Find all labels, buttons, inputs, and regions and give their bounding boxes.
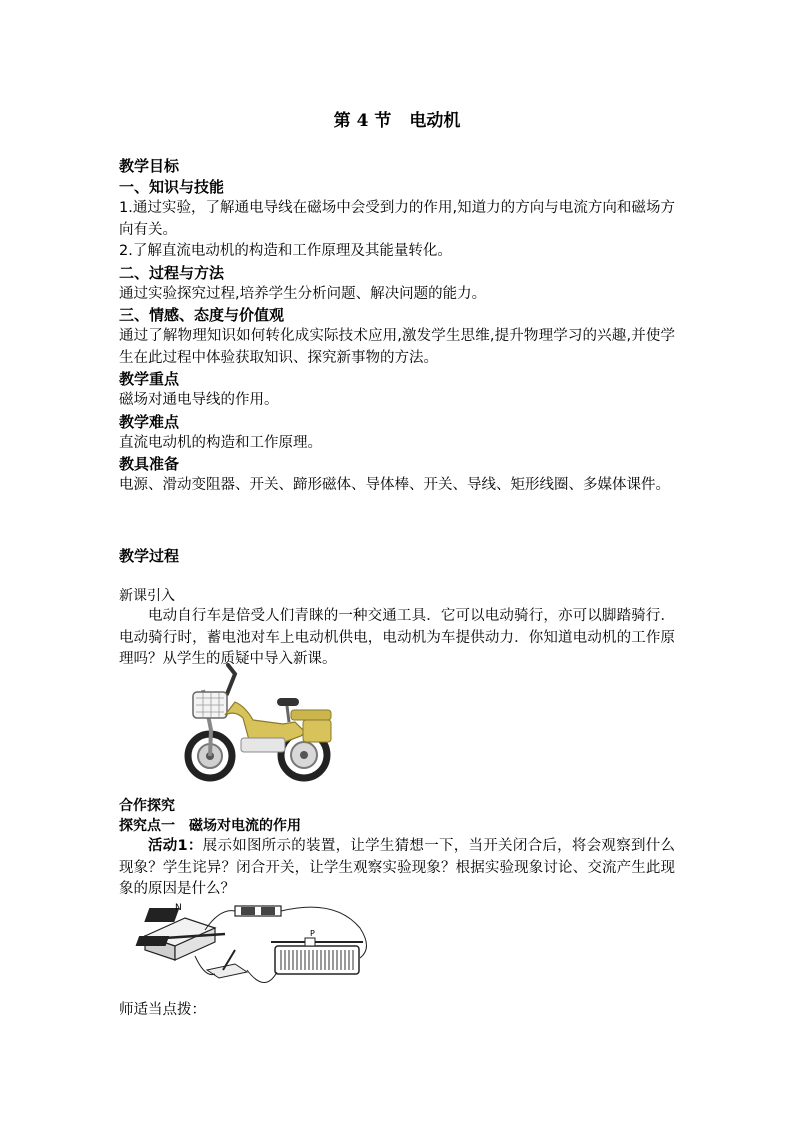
process-heading-block (119, 546, 675, 567)
bike-seat (277, 698, 299, 706)
rheostat-p-label: P (310, 929, 315, 938)
circuit-diagram (135, 898, 375, 998)
section-number: 第 4 节 (333, 111, 392, 131)
key-point-heading: 教学重点 (119, 370, 180, 388)
method-item: 通过实验探究过程,培养学生分析问题、解决问题的能力。 (119, 285, 487, 302)
difficulty-text: 直流电动机的构造和工作原理。 (119, 434, 322, 451)
teacher-hint-block (119, 1000, 675, 1022)
intro-block (119, 586, 675, 671)
magnet-n-label: N (175, 903, 182, 913)
process-heading: 教学过程 (119, 547, 180, 565)
goals-heading: 教学目标 (119, 157, 180, 175)
section-title: 电动机 (409, 111, 461, 131)
activity1-text: 展示如图所示的装置，让学生猜想一下，当开关闭合后，将会观察到什么现象？学生诧异？闭合开关，让学生观察实验现象？根据实验现象讨论、交流产生此现象的原因是什么？ (119, 838, 676, 897)
tools-heading: 教具准备 (119, 455, 180, 473)
cooperative-heading: 合作探究 (119, 798, 175, 814)
point1-heading: 探究点一 磁场对电流的作用 (119, 818, 301, 834)
method-heading: 二、过程与方法 (119, 263, 225, 282)
intro-heading: 新课引入 (119, 588, 175, 604)
difficulty-heading: 教学难点 (119, 412, 180, 431)
teacher-hint: 师适当点拨： (119, 1002, 206, 1018)
emotion-heading: 三、情感、态度与价值观 (119, 306, 285, 324)
electric-bike-image (183, 660, 338, 782)
cooperative-block (119, 796, 675, 901)
activity1-label: 活动1： (148, 838, 203, 854)
knowledge-item-1: 1.通过实验，了解通电导线在磁场中会受到力的作用,知道力的方向与电流方向和磁场方向有关。 (119, 200, 675, 238)
page-title (0, 106, 794, 131)
key-point-text: 磁场对通电导线的作用。 (119, 392, 279, 408)
emotion-item: 通过了解物理知识如何转化成实际技术应用,激发学生思维,提升物理学习的兴趣,并使学生在此过程中体验获取知识、探究新事物的方法。 (119, 328, 675, 366)
knowledge-heading: 一、知识与技能 (119, 178, 225, 196)
horseshoe-magnet (136, 903, 215, 960)
intro-text: 电动自行车是倍受人们青睐的一种交通工具．它可以电动骑行，亦可以脚踏骑行．电动骑行时，蓄电池对车上电动机供电，电动机为车提供动力．你知道电动机的工作原理吗？从学生的质疑中导入新课。 (119, 608, 675, 667)
rheostat (271, 929, 363, 974)
battery (235, 906, 281, 916)
tools-text: 电源、滑动变阻器、开关、蹄形磁体、导体棒、开关、导线、矩形线圈、多媒体课件。 (119, 477, 670, 493)
teaching-goals (119, 156, 675, 497)
activity1-paragraph (119, 836, 675, 901)
switch (207, 950, 247, 978)
knowledge-item-2: 2.了解直流电动机的构造和工作原理及其能量转化。 (119, 243, 452, 259)
